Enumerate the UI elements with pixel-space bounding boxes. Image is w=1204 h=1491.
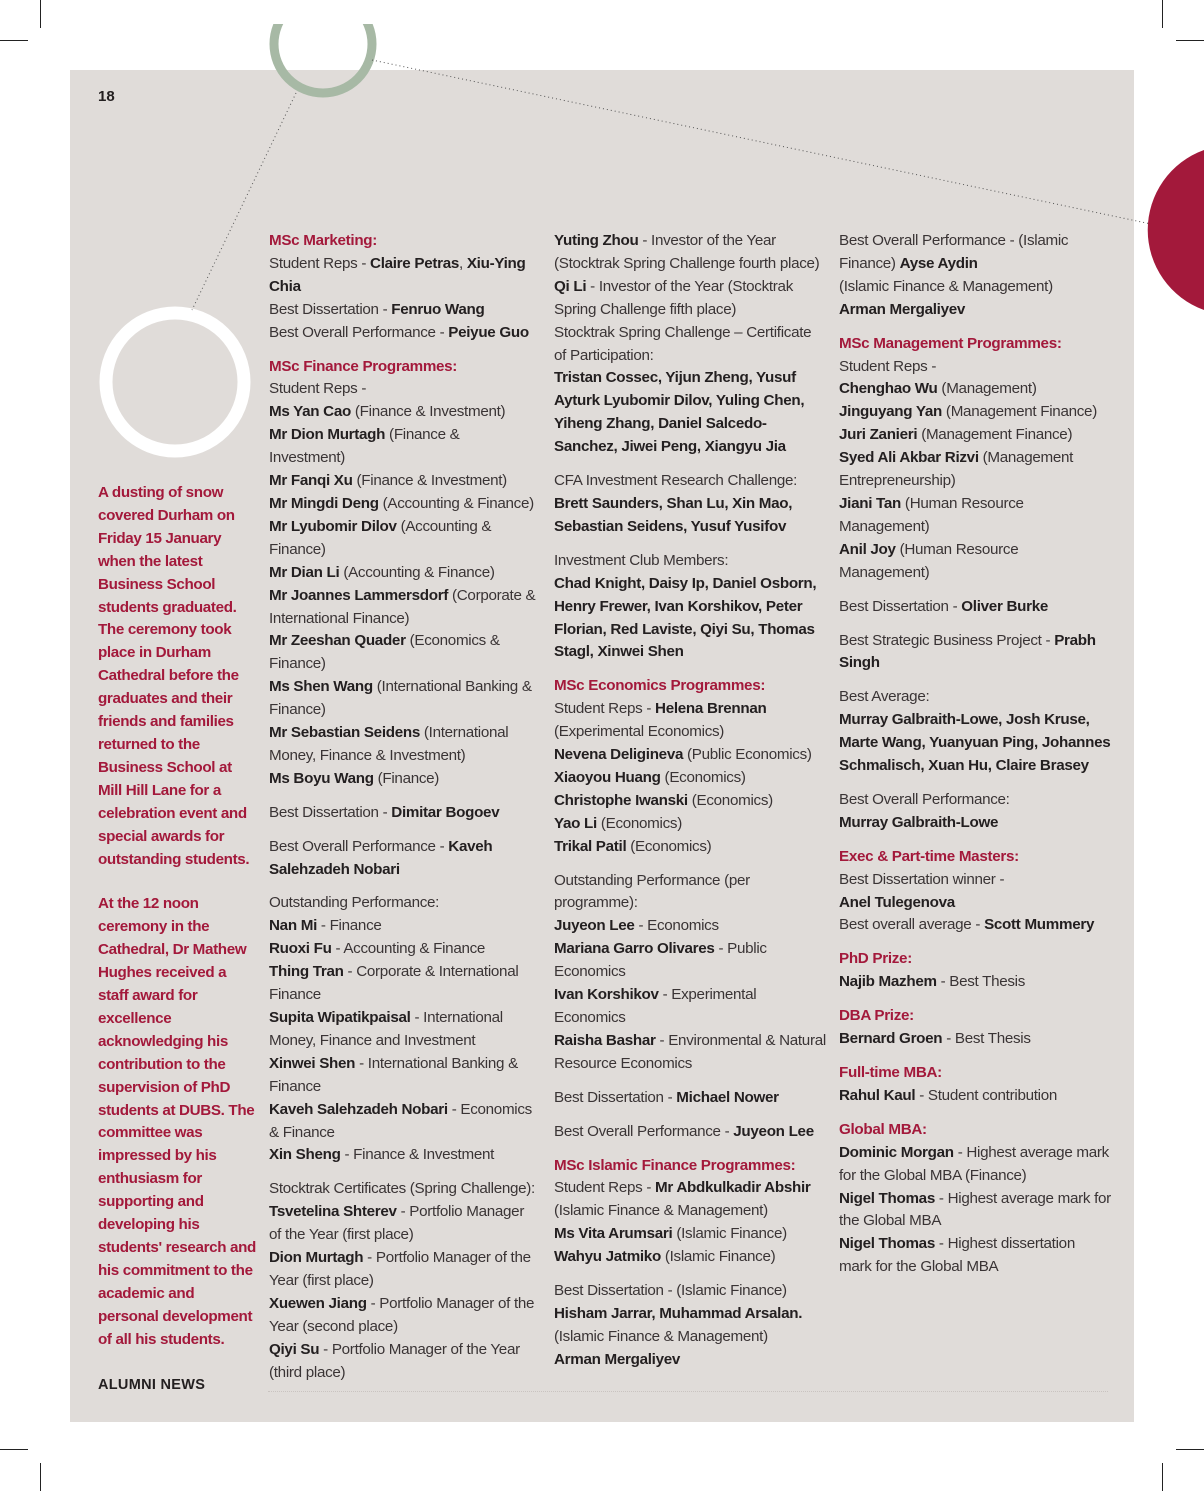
programme-heading: MSc Islamic Finance Programmes: [554,1156,796,1174]
recipient-name: Yuting Zhou [554,232,639,249]
award-line [839,630,1111,676]
award-line [839,378,1111,401]
award-text: Stocktrak Certificates (Spring Challenge): [269,1180,535,1198]
recipient-name: Nevena Deligineva [554,746,684,764]
recipient-name: Scott Mummery [984,916,1095,934]
section-footer: ALUMNI NEWS [98,1377,206,1393]
programme-heading: MSc Management Programmes: [839,334,1062,352]
award-line [269,1099,537,1145]
award-line [839,869,1111,892]
award-line [839,914,1111,937]
award-block [554,550,826,665]
award-line [269,1201,537,1247]
programme-heading: MSc Marketing: [269,232,378,249]
recipient-name: Dion Murtagh [269,1249,364,1267]
award-line [269,401,537,424]
award-text: - Portfolio Manager of the Year (third place) [269,1340,520,1381]
award-line [554,470,826,493]
award-text: Student Reps - [269,254,371,272]
award-line [269,1144,537,1167]
award-line [554,698,826,744]
award-line [269,768,537,791]
recipient-name: Tsvetelina Shterev [269,1203,397,1221]
recipient-name: Nigel Thomas [839,1235,935,1253]
award-text: Best Dissertation - [269,803,392,821]
award-line [554,1087,826,1110]
award-line [554,836,826,859]
recipient-name: Ruoxi Fu [269,940,332,958]
award-block [554,470,826,539]
programme-heading: Full-time MBA: [839,1064,942,1081]
award-line [269,1339,537,1385]
award-text: - Portfolio Manager of the Year (first place) [269,1249,531,1289]
award-text: (Economics) [660,768,746,786]
award-text: (Human Resource Management) [839,494,1024,535]
recipient-name: Chad Knight, Daisy Ip, Daniel Osborn, Henry Frewer, Ivan Korshikov, Peter Florian, Red Laviste, Qiyi Su, Thomas Stagl, Xinwei Shen [554,574,817,661]
award-text: - Highest average mark for the Global MBA [839,1189,1111,1230]
intro-paragraph: At the 12 noon ceremony in the Cathedral, Dr Mathew Hughes received a staff award for excellence acknowledging his contribution to the supervision of PhD students at DUBS. The committee was impressed by his enthusiasm for supporting and developing his students' research and his commitment to the academic and personal development of all his students. [98,895,256,1348]
recipient-name: Mr Dion Murtagh [269,426,386,444]
award-text: - Best Thesis [936,973,1026,991]
award-text: - Environmental & Natural Resource Economics [554,1031,826,1072]
award-line [554,573,826,665]
award-text: - Experimental Economics [554,986,757,1026]
award-text: , [459,254,467,272]
award-text: (International Money, Finance & Investment) [269,724,509,764]
award-line [269,630,537,676]
recipient-name: Supita Wipatikpaisal [269,1009,411,1026]
award-block [839,333,1111,585]
award-line [269,676,537,722]
award-block [839,630,1111,676]
award-line [269,1178,537,1201]
programme-heading: DBA Prize: [839,1007,914,1025]
award-text: Stocktrak Spring Challenge – Certificate of Participation: [554,323,812,364]
award-text: (Economics) [626,837,712,855]
award-text: - Investor of the Year (Stocktrak Spring Challenge fifth place) [554,277,793,318]
award-text: - Finance & Investment [340,1146,495,1164]
award-line [839,686,1111,709]
award-line [554,870,826,916]
programme-heading: MSc Economics Programmes: [554,677,766,695]
recipient-name: Murray Galbraith-Lowe [839,813,999,831]
programme-heading: Exec & Part-time Masters: [839,847,1019,865]
award-block [269,836,537,882]
award-text: (Experimental Economics) [554,723,725,741]
award-line [554,1246,826,1269]
award-line [269,915,537,938]
award-block [554,1121,826,1144]
award-text: (International Banking & Finance) [269,678,532,719]
award-text: - Economics & Finance [269,1100,532,1141]
award-line [554,938,826,984]
recipient-name: Ms Yan Cao [269,403,351,421]
award-line [554,367,826,459]
award-line [269,516,537,562]
award-line [839,230,1111,276]
award-text: Best Dissertation - (Islamic Finance) [554,1282,787,1300]
award-line [839,892,1111,915]
award-line [839,1188,1111,1234]
recipient-name: Helena Brennan [655,700,767,718]
award-line [269,322,537,345]
award-line [554,984,826,1030]
recipient-name: Mr Zeeshan Quader [269,632,406,650]
award-line [269,1053,537,1099]
recipient-name: Mr Mingdi Deng [269,494,379,512]
award-text: Best overall average - [839,916,985,934]
award-line [839,447,1111,493]
award-line [269,424,537,470]
award-text: (Accounting & Finance) [339,563,495,581]
award-line [554,1326,826,1349]
award-block [839,789,1111,835]
award-text: (Finance) [373,769,440,787]
recipient-name: Juri Zanieri [839,426,918,444]
award-text: (Public Economics) [683,746,812,764]
recipient-name: Qiyi Su [269,1340,320,1358]
page-number: 18 [98,88,115,105]
award-line [269,470,537,493]
award-line [269,378,537,401]
red-circle-edge-icon [1148,150,1204,310]
dotted-connector [372,60,1170,228]
award-line [554,1121,826,1144]
award-text: (Accounting & Finance) [378,494,534,512]
award-line [839,401,1111,424]
award-block [554,1155,826,1270]
award-block [554,230,826,459]
award-text: Best Average: [839,688,930,706]
award-line [269,938,537,961]
award-block [839,1062,1111,1108]
awards-column [269,230,537,1396]
award-text: Best Overall Performance - [554,1122,734,1140]
award-line [269,299,537,322]
award-line [269,836,537,882]
award-line [554,744,826,767]
recipient-name: Peiyue Guo [448,323,529,341]
award-text: Best Dissertation winner - [839,870,1005,888]
award-block [839,230,1111,322]
award-text: CFA Investment Research Challenge: [554,472,798,490]
recipient-name: Brett Saunders, Shan Lu, Xin Mao, Sebastian Seidens, Yusuf Yusifov [554,494,793,535]
recipient-name: Kaveh Salehzadeh Nobari [269,1100,448,1118]
award-line [554,550,826,573]
award-text: Student Reps - [554,700,656,718]
recipient-name: Tristan Cossec, Yijun Zheng, Yusuf Ayturk Lyubomir Dilov, Yuling Chen, Yiheng Zhang, Daniel Salcedo-Sanchez, Jiwei Peng, Xiangyu Jia [554,369,805,456]
award-block [839,1005,1111,1051]
award-block [554,675,826,858]
recipient-name: Bernard Groen [839,1030,943,1048]
award-text: Best Dissertation - [839,597,962,615]
recipient-name: Mr Dian Li [269,563,340,581]
award-line [269,585,537,631]
award-text: (Islamic Finance & Management) [554,1327,768,1345]
award-line [554,1030,826,1076]
award-text: - International Banking & Finance [269,1054,518,1095]
award-block [554,870,826,1076]
recipient-name: Chenghao Wu [839,380,938,398]
awards-column [554,230,826,1383]
award-block [839,1119,1111,1279]
recipient-name: Najib Mazhem [839,973,937,991]
awards-column [839,230,1111,1290]
recipient-name: Trikal Patil [554,837,627,855]
award-text: Student Reps - [269,380,367,398]
award-line [839,493,1111,539]
award-line [839,709,1111,778]
recipient-name: Mr Lyubomir Dilov [269,517,397,535]
award-text: Outstanding Performance (per programme): [554,871,750,912]
recipient-name: Juyeon Lee [554,917,635,935]
recipient-name: Xinwei Shen [269,1054,356,1072]
programme-heading: MSc Finance Programmes: [269,357,458,375]
award-line [269,562,537,585]
award-block [554,1087,826,1110]
recipient-name: Christophe Iwanski [554,791,688,809]
award-text: - Highest average mark for the Global MBA (Finance) [839,1143,1109,1184]
award-line [269,892,537,915]
award-block [839,846,1111,938]
recipient-name: Jinguyang Yan [839,403,943,421]
award-line [554,1349,826,1372]
award-text: - Best Thesis [942,1030,1031,1048]
award-text: - Highest dissertation mark for the Global MBA [839,1235,1075,1276]
award-line [554,1280,826,1303]
intro-text [98,482,256,1374]
award-text: - Student contribution [915,1086,1058,1104]
award-line [839,424,1111,447]
award-line [839,789,1111,812]
award-text: - Accounting & Finance [331,940,486,958]
footer-dotted-rule [268,1391,1108,1392]
award-text: Best Dissertation - [269,300,392,318]
award-line [554,230,826,276]
recipient-name: Jiani Tan [839,494,902,512]
recipient-name: Xuewen Jiang [269,1294,367,1312]
award-line [269,961,537,1007]
award-text: (Finance & Investment) [352,472,507,490]
award-line [839,1028,1111,1051]
award-text: Best Overall Performance - [269,323,449,341]
award-text: Best Overall Performance - [269,837,449,855]
award-line [269,1247,537,1293]
award-text: Student Reps - [554,1179,656,1197]
award-block [269,1178,537,1384]
award-text: (Economics & Finance) [269,632,500,673]
award-line [839,299,1111,322]
award-text: (Finance & Investment) [350,403,506,421]
award-text: Investment Club Members: [554,551,729,569]
award-text: - International Money, Finance and Investment [269,1009,503,1049]
recipient-name: Anil Joy [839,540,896,558]
green-ring-icon [274,0,372,93]
award-block [839,948,1111,994]
award-line [269,722,537,768]
recipient-name: Mr Abdkulkadir Abshir [655,1179,811,1197]
award-text: (Economics) [596,814,682,832]
recipient-name: Xiu-Ying Chia [269,254,526,295]
recipient-name: Prabh Singh [839,631,1096,672]
award-text: (Economics) [687,791,773,809]
award-line [269,1293,537,1339]
award-line [554,493,826,539]
award-text: Best Dissertation - [554,1088,677,1106]
recipient-name: Ayse Aydin [899,254,978,272]
award-line [554,276,826,322]
award-line [839,1233,1111,1279]
award-text: (Corporate & International Finance) [269,586,536,627]
award-line [839,1142,1111,1188]
recipient-name: Syed Ali Akbar Rizvi [839,449,979,467]
recipient-name: Juyeon Lee [733,1122,814,1140]
recipient-name: Dimitar Bogoev [391,803,500,821]
award-text: (Finance & Investment) [269,426,460,467]
award-line [554,813,826,836]
white-ring-icon [106,313,244,451]
award-text: (Accounting & Finance) [269,517,492,558]
recipient-name: Mr Joannes Lammersdorf [269,586,449,604]
award-text: - Portfolio Manager of the Year (second place) [269,1294,535,1335]
award-line [554,322,826,368]
award-line [839,812,1111,835]
award-text: - Economics [634,917,719,935]
award-line [554,1223,826,1246]
award-line [839,596,1111,619]
recipient-name: Xiaoyou Huang [554,768,661,786]
recipient-name: Murray Galbraith-Lowe, Josh Kruse, Marte Wang, Yuanyuan Ping, Johannes Schmalisch, Xuan Hu, Claire Brasey [839,711,1111,775]
recipient-name: Ms Vita Arumsari [554,1225,673,1243]
award-block [269,356,537,791]
recipient-name: Thing Tran [269,963,344,981]
award-block [554,1280,826,1372]
programme-heading: PhD Prize: [839,950,912,968]
recipient-name: Xin Sheng [269,1146,341,1164]
recipient-name: Anel Tulegenova [839,893,955,911]
award-block [839,686,1111,778]
recipient-name: Claire Petras [370,254,459,272]
recipient-name: Kaveh Salehzadeh Nobari [269,837,493,878]
award-block [839,596,1111,619]
award-line [554,1177,826,1223]
intro-paragraph: A dusting of snow covered Durham on Friday 15 January when the latest Business School students graduated. The ceremony took place in Durham Cathedral before the graduates and their friends and families returned to the Business School at Mill Hill Lane for a celebration event and special awards for outstanding students. [98,484,250,868]
award-text: - Finance [316,917,382,935]
award-text: (Management Finance) [942,403,1097,421]
award-line [554,1303,826,1326]
award-text: Outstanding Performance: [269,894,440,912]
recipient-name: Arman Mergaliyev [839,300,966,318]
award-text: (Management Finance) [917,426,1073,444]
recipient-name: Ms Boyu Wang [269,769,374,787]
award-text: - Corporate & International Finance [269,963,519,1004]
award-text: Best Strategic Business Project - [839,631,1055,649]
recipient-name: Qi Li [554,277,587,295]
award-line [269,802,537,825]
recipient-name: Michael Nower [676,1088,779,1106]
award-line [554,915,826,938]
programme-heading: Global MBA: [839,1120,927,1138]
recipient-name: Fenruo Wang [391,300,485,318]
award-text: Best Overall Performance: [839,790,1010,808]
award-text: Best Overall Performance - (Islamic Finance) [839,232,1069,272]
recipient-name: Hisham Jarrar, Muhammad Arsalan. [554,1304,803,1322]
award-text: (Human Resource Management) [839,540,1019,581]
recipient-name: Raisha Bashar [554,1031,656,1049]
award-line [269,253,537,299]
award-text: Student Reps - [839,357,937,375]
award-text: (Management Entrepreneurship) [839,449,1074,490]
award-text: (Islamic Finance & Management) [554,1202,768,1220]
award-line [839,276,1111,299]
award-line [269,1007,537,1053]
award-text: - Public Economics [554,940,767,981]
recipient-name: Mr Sebastian Seidens [269,724,420,742]
recipient-name: Nan Mi [269,917,317,935]
recipient-name: Mr Fanqi Xu [269,472,353,490]
recipient-name: Wahyu Jatmiko [554,1248,661,1266]
award-line [554,790,826,813]
award-line [839,539,1111,585]
award-line [839,1085,1111,1108]
recipient-name: Mariana Garro Olivares [554,940,715,958]
award-text: (Islamic Finance) [660,1248,776,1266]
award-text: (Islamic Finance) [672,1225,787,1243]
award-text: - Portfolio Manager of the Year (first place) [269,1203,525,1244]
award-line [269,493,537,516]
recipient-name: Ivan Korshikov [554,986,659,1004]
award-line [554,767,826,790]
award-text: - Investor of the Year (Stocktrak Spring Challenge fourth place) [554,232,820,272]
award-block [269,230,537,345]
recipient-name: Arman Mergaliyev [554,1350,681,1368]
award-block [269,892,537,1167]
recipient-name: Dominic Morgan [839,1143,954,1161]
award-block [269,802,537,825]
recipient-name: Yao Li [554,814,597,832]
recipient-name: Nigel Thomas [839,1189,935,1207]
award-line [839,356,1111,379]
recipient-name: Rahul Kaul [839,1086,916,1104]
award-text: (Islamic Finance & Management) [839,277,1053,295]
award-text: (Management) [937,380,1037,398]
award-line [839,971,1111,994]
recipient-name: Ms Shen Wang [269,678,373,696]
recipient-name: Oliver Burke [961,597,1049,615]
